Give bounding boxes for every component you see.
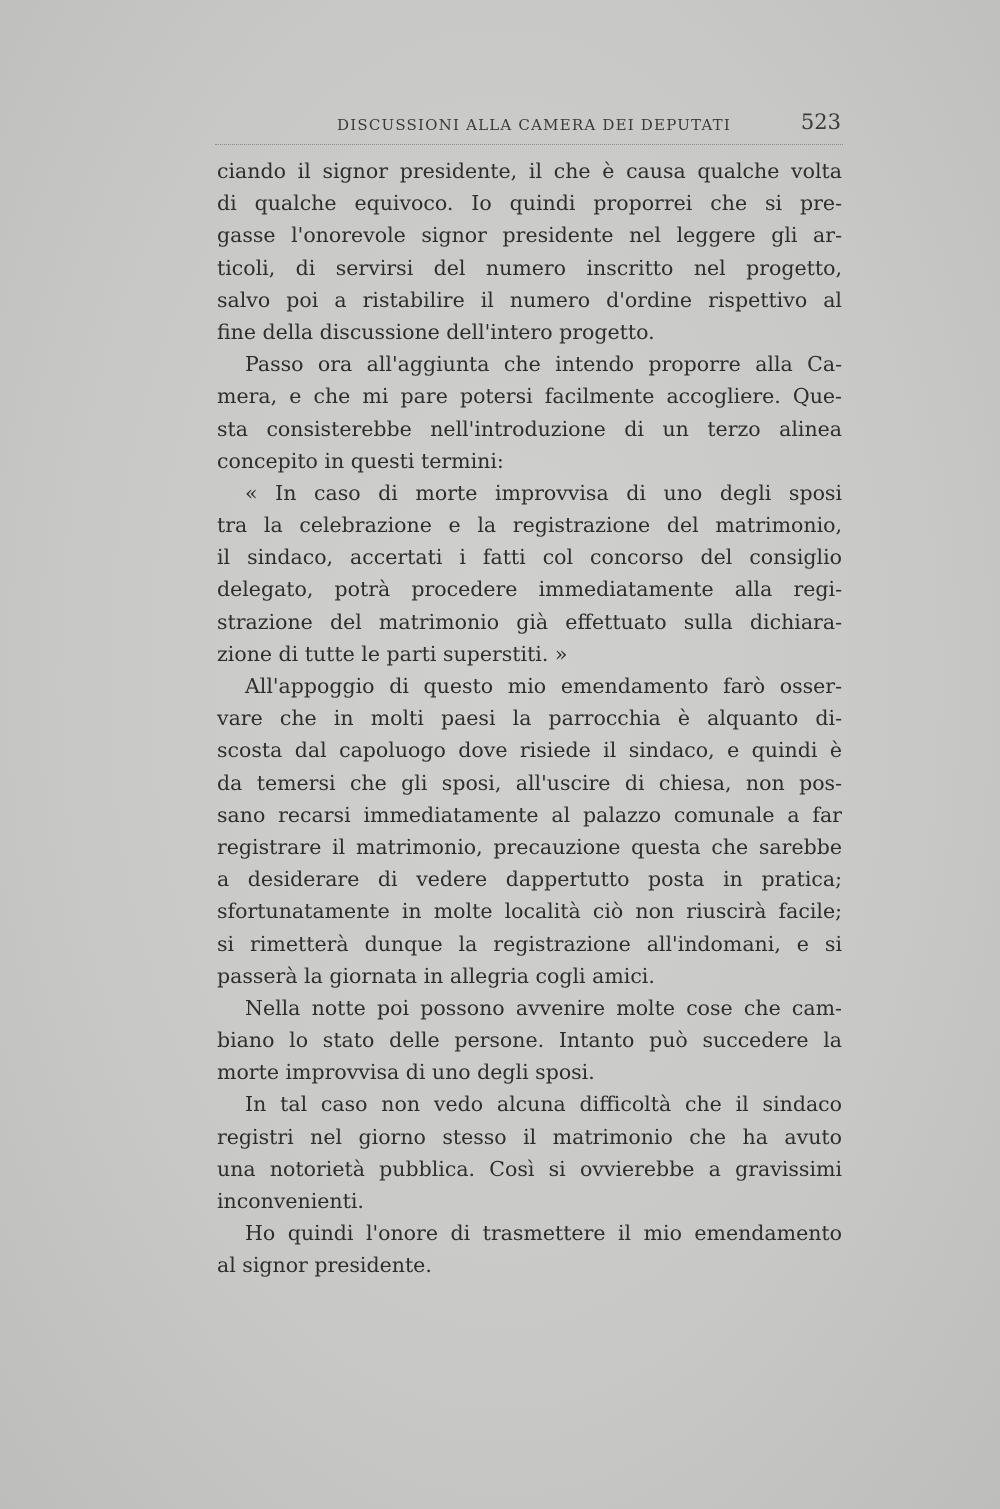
text-line: ciando il signor presidente, il che è causa qualche volta — [217, 159, 842, 183]
text-line: a desiderare di vedere dappertutto posta in pratica; — [217, 867, 842, 892]
text-line: sta consisterebbe nell'introduzione di un terzo alinea — [217, 416, 842, 441]
text-line: strazione del matrimonio già effettuato sulla dichiara- — [217, 609, 842, 634]
text-line: gasse l'onorevole signor presidente nel leggere gli ar- — [217, 223, 842, 248]
text-line: vare che in molti paesi la parrocchia è alquanto di- — [217, 706, 842, 731]
body-text — [217, 155, 842, 1282]
text-line: morte improvvisa di uno degli sposi. — [217, 1060, 595, 1085]
text-line: sfortunatamente in molte località ciò non riuscirà facile; — [217, 899, 842, 924]
text-line: si rimetterà dunque la registrazione all'indomani, e si — [217, 931, 842, 956]
text-line: fine della discussione dell'intero progetto. — [217, 319, 655, 344]
text-line: concepito in questi termini: — [217, 448, 504, 473]
text-line: All'appoggio di questo mio emendamento farò osser- — [245, 674, 842, 698]
text-line: biano lo stato delle persone. Intanto può succedere la — [217, 1028, 842, 1053]
text-line: « In caso di morte improvvisa di uno degli sposi — [245, 480, 842, 505]
text-line: di qualche equivoco. Io quindi proporrei che si pre- — [217, 191, 842, 216]
text-line: inconvenienti. — [217, 1189, 364, 1213]
text-line: Ho quindi l'onore di trasmettere il mio emendamento — [245, 1221, 842, 1246]
page-header — [215, 108, 843, 145]
text-line: da temersi che gli sposi, all'uscire di chiesa, non pos- — [217, 770, 842, 795]
text-line: una notorietà pubblica. Così si ovvierebbe a gravissimi — [217, 1156, 842, 1181]
text-line: registri nel giorno stesso il matrimonio che ha avuto — [217, 1124, 842, 1149]
page-number: 523 — [800, 110, 841, 134]
text-line: il sindaco, accertati i fatti col concorso del consiglio — [217, 545, 842, 570]
text-line: delegato, potrà procedere immediatamente alla regi- — [217, 577, 842, 602]
text-line: ticoli, di servirsi del numero inscritto nel progetto, — [217, 255, 842, 280]
text-line: scosta dal capoluogo dove risiede il sindaco, e quindi è — [217, 738, 842, 763]
text-line: sano recarsi immediatamente al palazzo comunale a far — [217, 802, 842, 827]
text-line: registrare il matrimonio, precauzione questa che sarebbe — [217, 834, 842, 859]
text-line: Passo ora all'aggiunta che intendo proporre alla Ca- — [245, 352, 842, 377]
text-line: zione di tutte le parti superstiti. » — [217, 641, 568, 666]
text-line: Nella notte poi possono avvenire molte cose che cam- — [245, 995, 842, 1020]
text-line: salvo poi a ristabilire il numero d'ordine rispettivo al — [217, 287, 842, 312]
text-line: In tal caso non vedo alcuna difficoltà che il sindaco — [245, 1092, 842, 1117]
text-line: passerà la giornata in allegria cogli amici. — [217, 963, 655, 988]
text-line: al signor presidente. — [217, 1253, 432, 1278]
text-line: mera, e che mi pare potersi facilmente accogliere. Que- — [217, 384, 842, 409]
text-line: tra la celebrazione e la registrazione del matrimonio, — [217, 513, 842, 538]
running-head: DISCUSSIONI ALLA CAMERA DEI DEPUTATI — [337, 116, 731, 134]
